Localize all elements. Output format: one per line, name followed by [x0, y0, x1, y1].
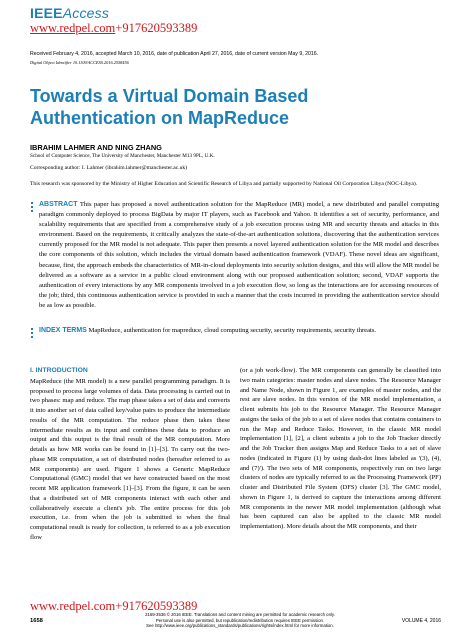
keywords-marker-icon [31, 328, 34, 340]
body-right-column [240, 366, 441, 532]
affiliation: School of Computer Science, The University of Manchester, Manchester M13 9PL, U.K. [30, 153, 215, 159]
copyright-notice [120, 612, 360, 629]
ieee-access-logo [30, 5, 109, 21]
introduction-right-text: (or a job work-flow). The MR components can generally be classified into two main categories: master nodes and slave nodes. The Resource Manager and Name Node, shown in Figure 1, are examples of master nodes, and the rest are slave nodes. In this version of the MR model implementation, a client submits his job to the Resource Manager. The Resource Manager assigns the tasks of the job to a set of slave nodes that contains containers to run the Map and Reduce Tasks. However, in the classic MR model implementation [1], [2], a client submits a job to the Job Tracker directly and the Job Tracker then assigns Map and Reduce Tasks to a set of slave nodes (indicated in Figure (1) by using dash-dot lines labeled as '(3), (4), and (7)'). The two sets of MR components, respectively run on two large clusters of nodes are typically referred to as the Processing Framework (PF) cluster and Distributed File System (DFS) cluster [3]. The GMC model, shown in Figure 1, is derived to capture the interactions among different MR components in the newer MR model implementation (although what has been captured can also be applied to the classic MR model implementation). More details about the MR components, and their [240, 367, 441, 530]
introduction-heading: I. INTRODUCTION [30, 367, 88, 374]
logo-ieee-text: IEEE [30, 5, 63, 21]
abstract-text: This paper has proposed a novel authentication solution for the MapReduce (MR) model, a new distributed and parallel computing paradigm commonly deployed to process BigData by major IT players, such as Facebook and Yahoo. It identifies a set of security, performance, and scalability requirements that are specified from a comprehensive study of a job execution process using MR and security threats and attacks in this environment. Based on the requirements, it critically analyzes the state-of-the-art authentication solutions, discovering that the authentication services currently proposed for the MR model is not adequate. This paper then presents a novel layered authentication solution for the MR model and describes the core components of this solution, which includes the virtual domain based authentication framework (VDAF). These novel ideas are significant, because, first, the approach embeds the characteristics of MR-in-cloud deployments into security solution designs, and this will allow the MR model be delivered as a software as a service in a public cloud environment along with our proposed authentication solution; second, VDAF supports the authentication of every interactions by any MR components involved in a job execution flow, so long as the interactions are for accessing resources of the job; third, this continuous authentication service is provided in such a manner that the costs incurred in providing the authentication service should be as low as possible. [39, 201, 439, 309]
logo-access-text: Access [62, 5, 110, 21]
abstract-label: ABSTRACT [39, 201, 78, 208]
watermark-top-link[interactable]: www.redpel.com [30, 21, 116, 35]
index-terms [39, 326, 439, 336]
page-number: 1658 [30, 618, 43, 624]
watermark-top [30, 21, 197, 36]
authors: IBRAHIM LAHMER AND NING ZHANG [30, 143, 162, 152]
paper-title [30, 86, 430, 129]
body-left-column [30, 366, 230, 543]
received-dates: Received February 4, 2016, accepted March 10, 2016, date of publication April 27, 2016, date of current version May 9, 2016. [30, 51, 319, 57]
watermark-bottom-phone: +917620593389 [115, 599, 198, 613]
watermark-bottom-link[interactable]: www.redpel.com [30, 599, 116, 613]
copyright-use-line: Personal use is also permitted, but republication/redistribution requires IEEE permission. [155, 617, 325, 623]
introduction-left-text: MapReduce (the MR model) is a new parallel programming paradigm. It is proposed to process large volumes of data. Data processing is carried out in two phases: map and reduce. The map phase takes a set of data and converts it into another set of data called key/value pairs to produce the intermediate results of the MR computation. The reduce phase then takes these intermediate results as its input and combines these data to produce an output and this output is the final result of the MR computation. More details as how MR works can be found in [1]–[3]. To carry out the two-phase MR computation, a set of distributed nodes (hereafter referred to as MR components) are used. Figure 1 shows a Generic MapReduce Computational (GMC) model that we have constructed based on the most recent MR application framework [1]–[3]. From the figure, it can be seen that a distributed set of MR components interact with each other and collaboratively execute a client's job. The entire process for this job execution, i.e. from when the job is submitted to when the final computational result is ready for collection, is referred to as a job execution flow [30, 377, 230, 541]
volume-label: VOLUME 4, 2016 [401, 618, 441, 624]
copyright-see-line: See http://www.ieee.org/publications_standards/publications/rights/index.html for more information. [146, 623, 334, 628]
paper-title-line-2: Authentication on MapReduce [30, 107, 290, 128]
corresponding-author: Corresponding author: I. Lahmer (ibrahim.lahmer@manchester.ac.uk) [30, 165, 188, 171]
watermark-top-phone: +917620593389 [115, 21, 198, 35]
index-terms-text: MapReduce, authentication for mapreduce, cloud computing security, security requirements, security threats. [88, 327, 377, 334]
funding-note: This research was sponsored by the Ministry of Higher Education and Scientific Research of Libya and partially supported by National Oil Corporation Libya (NOC-Libya). [30, 181, 418, 187]
abstract-marker-icon [31, 202, 34, 214]
paper-title-line-1: Towards a Virtual Domain Based [30, 86, 309, 106]
copyright-issn-line: 2169-3536 © 2016 IEEE. Translations and content mining are permitted for academic research only. [145, 612, 335, 617]
abstract [39, 200, 439, 311]
doi-line: Digital Object Identifier 10.1109/ACCESS.2016.2558456 [30, 60, 129, 65]
index-terms-label: INDEX TERMS [39, 327, 87, 334]
